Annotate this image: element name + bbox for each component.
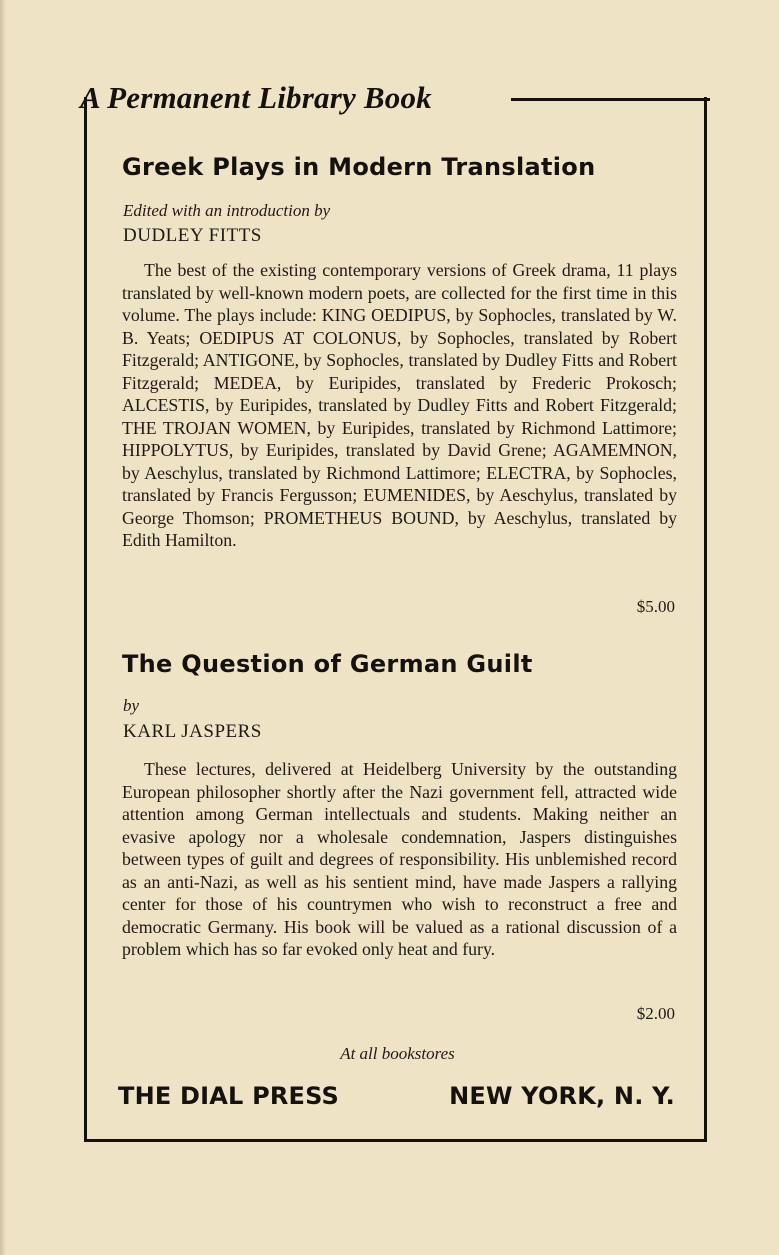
book-price: $2.00 [636, 1004, 675, 1023]
publisher-city: NEW YORK, N. Y. [449, 1082, 675, 1110]
book-author: DUDLEY FITTS [123, 225, 262, 246]
page-edge [0, 0, 6, 1255]
availability-note: At all bookstores [340, 1044, 455, 1063]
advert-frame [84, 97, 707, 1142]
book-description: These lectures, delivered at Heidelberg University by the outstanding European philosopher shortly after the Nazi government fell, attracted wide attention among German intellectuals and students. Making neither an evasive apology nor a wholesale condemnation, Jaspers distinguishes between types of guilt and degrees of responsibility. His unblemished record as an anti-Nazi, as well as his sentient mind, have made Jaspers a rallying center for those of his countrymen who wish to reconstruct a free and democratic Germany. His book will be valued as a rational discussion of a problem which has so far evoked only heat and fury. [122, 759, 677, 959]
book-author: KARL JASPERS [123, 721, 262, 742]
header-title: A Permanent Library Book [80, 80, 432, 115]
book-byline: by [123, 696, 140, 715]
book-byline: Edited with an introduction by [123, 201, 331, 220]
book-title: The Question of German Guilt [122, 650, 533, 678]
book-price: $5.00 [636, 597, 675, 616]
book-title: Greek Plays in Modern Translation [122, 153, 596, 181]
book-description: The best of the existing contemporary versions of Greek drama, 11 plays translated by well-known modern poets, are collected for the first time in this volume. The plays include: KING OEDIPUS, by Sophocles, translated by W. B. Yeats; OEDIPUS AT COLONUS, by Sophocles, translated by Robert Fitzgerald; ANTIGONE, by Sophocles, translated by Dudley Fitts and Robert Fitzgerald; MEDEA, by Euripides, translated by Frederic Prokosch; ALCESTIS, by Euripides, translated by Dudley Fitts and Robert Fitzgerald; THE TROJAN WOMEN, by Euripides, translated by Richmond Lattimore; HIPPOLYTUS, by Euripides, translated by David Grene; AGAMEMNON, by Aeschylus, translated by Richmond Lattimore; ELECTRA, by Sophocles, translated by Francis Fergusson; EUMENIDES, by Aeschylus, translated by George Thomson; PROMETHEUS BOUND, by Aeschylus, translated by Edith Hamilton. [122, 260, 677, 550]
publisher-name: THE DIAL PRESS [118, 1082, 340, 1110]
